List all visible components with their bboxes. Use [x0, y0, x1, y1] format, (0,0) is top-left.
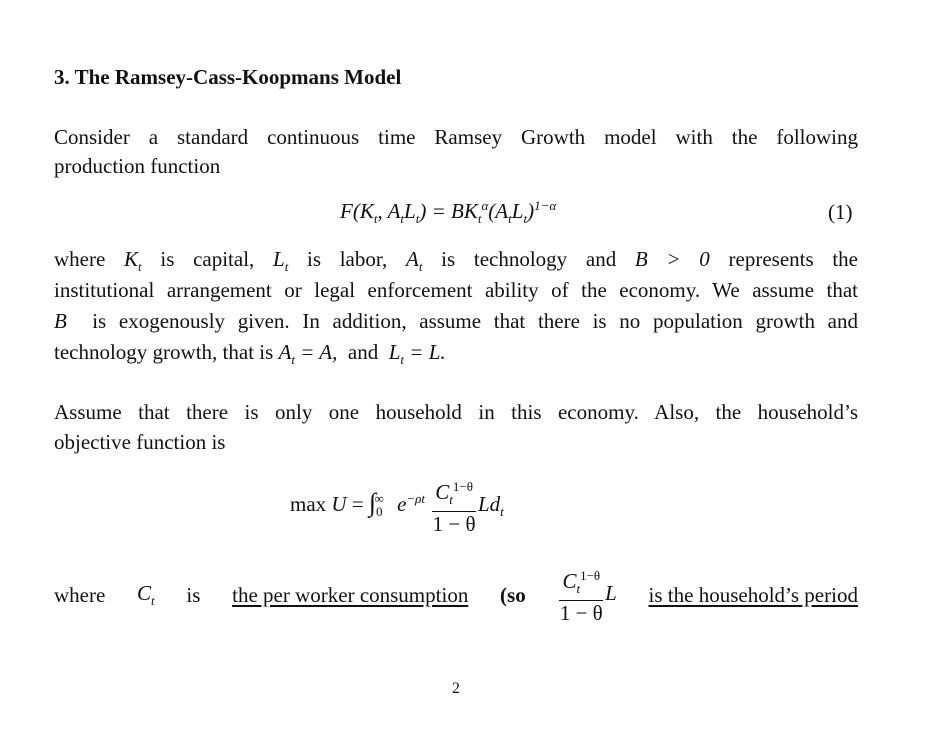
subscript: t [477, 211, 482, 227]
equation-number: (1) [828, 200, 853, 224]
paragraph-line: production function [54, 154, 221, 178]
superscript: 1−α [534, 198, 557, 213]
eq-lhs: F(K [340, 199, 374, 223]
paragraph-line: B is exogenously given. In addition, assume that there is no population growth and [54, 309, 858, 333]
subscript: t [400, 211, 405, 227]
equation-objective-function: $\max U = \int_0^\infty$ $e^{-\rho t}$ $\frac{C_t^{1-\theta}}{1 - \theta}$ $Ld_t$ [290, 476, 504, 536]
page-number: 2 [452, 680, 460, 697]
eq-tail3: ) [527, 199, 535, 223]
eq-tail: (A [488, 199, 509, 223]
superscript: α [481, 198, 489, 213]
section-title: 3. The Ramsey-Cass-Koopmans Model [54, 65, 402, 89]
paragraph-line: institutional arrangement or legal enforcement ability of the economy. We assume that [54, 278, 858, 302]
subscript: t [523, 211, 528, 227]
subscript: t [373, 211, 378, 227]
eq-tail2: L [511, 199, 524, 223]
subscript: t [415, 211, 420, 227]
paragraph-line: objective function is [54, 430, 226, 454]
paragraph-line: where $K_t$ is capital, $L_t$ is labor, $A_t$ is technology and B > 0 represents the [54, 247, 859, 275]
paragraph-line: where $C_t$ is the per worker consumption (so $\frac{C_t^{1-\theta}}{1 - \theta}$ L is the household’s period [54, 565, 858, 625]
subscript: t [508, 211, 512, 227]
eq-mid: , A [377, 199, 401, 223]
eq-rhs: ) = BK [419, 199, 478, 223]
paragraph-line: Assume that there is only one household in this economy. Also, the household’s [54, 400, 858, 424]
eq-mid2: L [404, 199, 416, 223]
paragraph-line: technology growth, that is $A_t = A$, and $L_t = L$. [54, 340, 446, 368]
equation-production-function [340, 198, 556, 227]
paragraph-line: Consider a standard continuous time Ramsey Growth model with the following [54, 125, 858, 149]
